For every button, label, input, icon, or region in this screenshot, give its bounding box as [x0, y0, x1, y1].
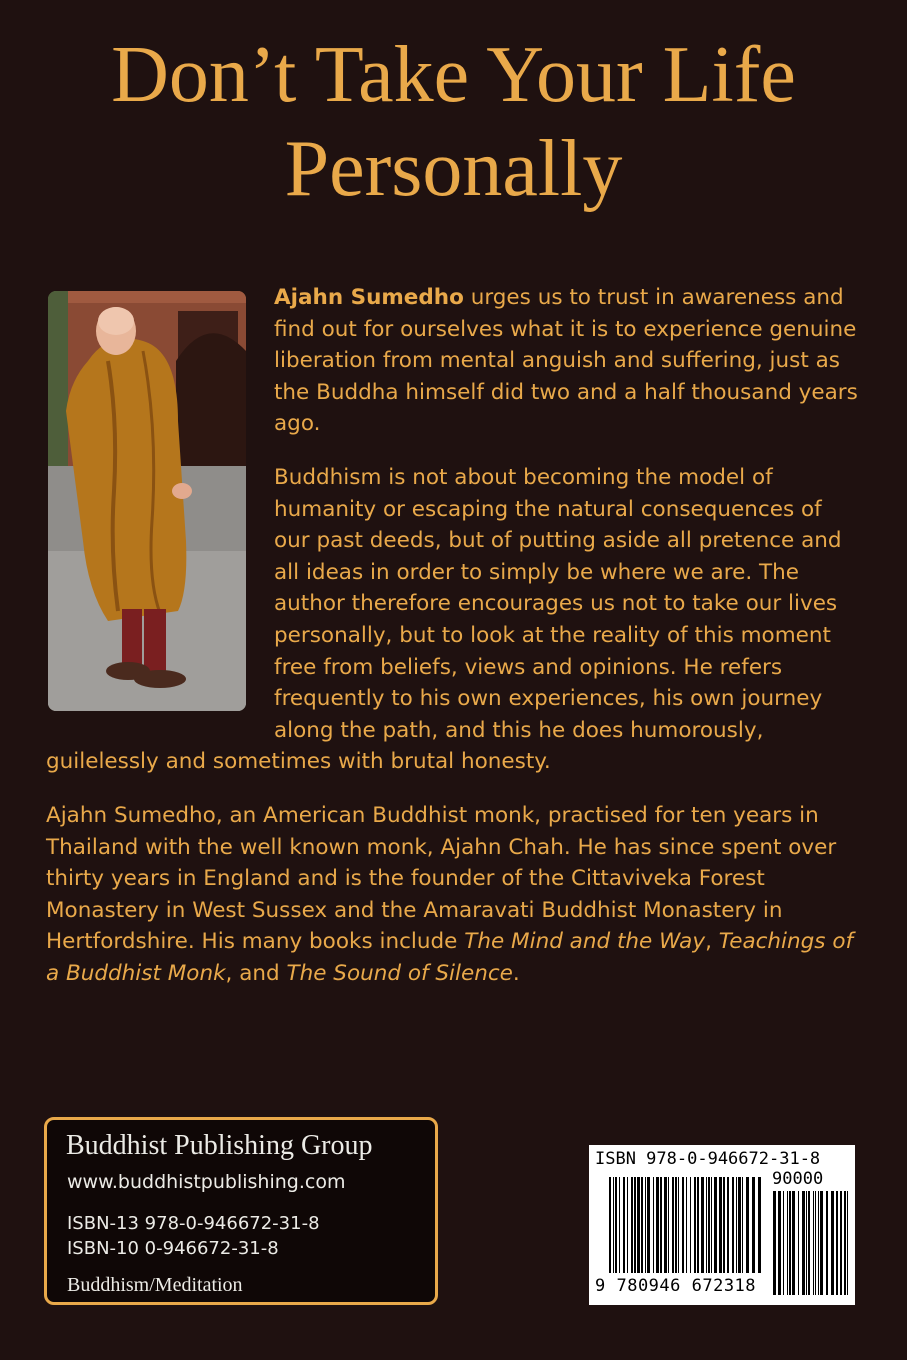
category: Buddhism/Meditation: [67, 1274, 243, 1296]
barcode-bar: [806, 1191, 807, 1295]
barcode-bar: [682, 1177, 684, 1273]
blurb-paragraph-3: [46, 800, 858, 990]
barcode-bar: [664, 1177, 667, 1273]
barcode-bar: [668, 1177, 669, 1273]
book-title: [0, 28, 907, 216]
barcode-bar: [773, 1191, 776, 1295]
barcode-bar: [706, 1177, 707, 1273]
barcode-bar: [678, 1177, 679, 1273]
barcode-addon-number: 90000: [772, 1169, 824, 1189]
barcode-bar: [826, 1191, 828, 1295]
barcode-bar: [634, 1177, 636, 1273]
barcode-bar: [694, 1177, 696, 1273]
barcode-bar: [727, 1177, 729, 1273]
barcode-bar: [847, 1191, 848, 1295]
author-photo-illustration: [48, 291, 246, 711]
barcode-bar: [609, 1177, 611, 1273]
barcode-bar: [690, 1177, 691, 1273]
barcode-bar: [802, 1191, 805, 1295]
barcode-bar: [787, 1191, 788, 1295]
barcode-bar: [738, 1177, 741, 1273]
barcode-bar: [723, 1177, 725, 1273]
barcode-bar: [647, 1177, 650, 1273]
barcode-bar: [714, 1177, 717, 1273]
barcode-bar: [719, 1177, 722, 1273]
barcode-bar: [844, 1191, 846, 1295]
barcode-digits: 9 780946 672318: [595, 1276, 757, 1296]
author-photo: [48, 291, 246, 711]
barcode-bar: [619, 1177, 620, 1273]
barcode-bar: [836, 1191, 838, 1295]
barcode-bar: [675, 1177, 677, 1273]
barcode-bar: [818, 1191, 819, 1295]
barcode-bar: [789, 1191, 791, 1295]
barcode-bar: [742, 1177, 743, 1273]
isbn-10: ISBN-10 0-946672-31-8: [67, 1238, 279, 1259]
barcode-bar: [656, 1177, 659, 1273]
barcode-bar: [746, 1177, 749, 1273]
publisher-box: [44, 1117, 438, 1305]
barcode-bar: [637, 1177, 640, 1273]
author-name: Ajahn Sumedho: [274, 285, 464, 310]
blurb-p3-text: Ajahn Sumedho, an American Buddhist monk, practised for ten years in Thailand with the well known monk, Ajahn Chah. He has since spent over thirty years in England and is the founder of the Cittaviveka Forest Monastery in West Sussex and the Amaravati Buddhist Monastery in Hertfordshire. His many books include: [46, 802, 837, 955]
blurb-p1-text: urges us to trust in awareness and find out for ourselves what it is to experience genuine liberation from mental anguish and suffering, just as the Buddha himself did two and a half thousand years ago.: [274, 285, 858, 437]
period: .: [512, 960, 520, 986]
barcode-bar: [613, 1177, 614, 1273]
barcode-bar: [758, 1177, 761, 1273]
barcode-bar: [792, 1191, 795, 1295]
barcode-bar: [686, 1177, 687, 1273]
barcode-bar: [736, 1177, 737, 1273]
separator-2: , and: [225, 960, 287, 986]
barcode-bar: [778, 1191, 781, 1295]
barcode-bar: [701, 1177, 704, 1273]
barcode-bar: [798, 1191, 799, 1295]
barcode-bar: [808, 1191, 810, 1295]
book-title-2: Teachings of a Buddhist Monk: [46, 929, 854, 986]
barcode-bar: [820, 1191, 823, 1295]
barcode-bar: [708, 1177, 710, 1273]
barcode-bar: [645, 1177, 646, 1273]
barcode-bar: [615, 1177, 617, 1273]
barcode-bar: [711, 1177, 712, 1273]
barcode-bar: [672, 1177, 674, 1273]
publisher-url: www.buddhistpublishing.com: [67, 1171, 346, 1193]
separator-1: ,: [705, 929, 719, 955]
book-title-1: The Mind and the Way: [464, 929, 706, 955]
barcode-bar: [815, 1191, 816, 1295]
barcode-bar: [660, 1177, 662, 1273]
barcode: [589, 1145, 855, 1305]
barcode-bar: [697, 1177, 699, 1273]
barcode-isbn-label: ISBN 978-0-946672-31-8: [595, 1149, 821, 1169]
barcode-bar: [732, 1177, 734, 1273]
barcode-bar: [631, 1177, 633, 1273]
barcode-bar: [641, 1177, 643, 1273]
barcode-bar: [783, 1191, 784, 1295]
blurb-paragraph-2: Buddhism is not about becoming the model of humanity or escaping the natural consequences of our past deeds, but of putting aside all pretence and all ideas in order to simply be where we are. The author therefore encourages us not to take our lives personally, but to look at the reality of this moment free from beliefs, views and opinions. He refers frequently to his own experiences, his own journey along the path, and this he does humorously, guilelessly and sometimes with brutal honesty.: [46, 464, 842, 775]
barcode-bar: [623, 1177, 625, 1273]
barcode-bar: [653, 1177, 654, 1273]
barcode-bar: [813, 1191, 814, 1295]
book-title-3: The Sound of Silence: [286, 960, 513, 986]
barcode-bar: [831, 1191, 834, 1295]
publisher-name: Buddhist Publishing Group: [66, 1130, 373, 1161]
barcode-bar: [840, 1191, 842, 1295]
title-line-2: Personally: [284, 125, 623, 213]
barcode-bar: [627, 1177, 628, 1273]
title-line-1: Don’t Take Your Life: [111, 31, 796, 119]
barcode-bar: [752, 1177, 755, 1273]
isbn-13: ISBN-13 978-0-946672-31-8: [67, 1213, 320, 1234]
